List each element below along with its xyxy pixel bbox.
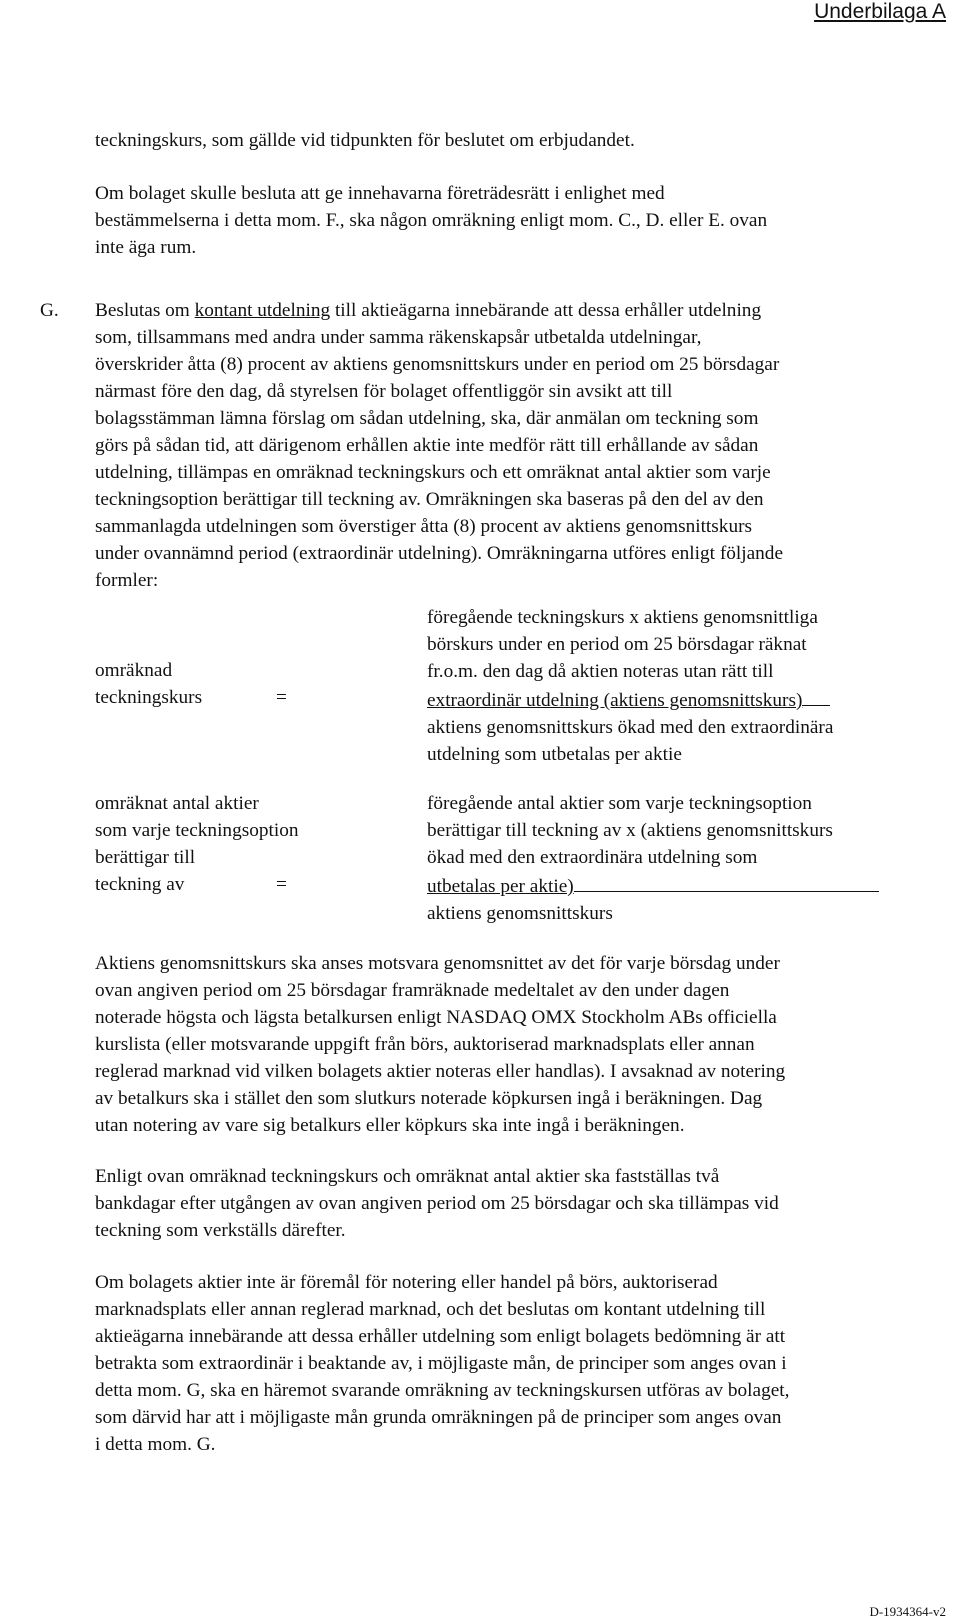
text-line: i detta mom. G. — [95, 1434, 216, 1455]
text-line: reglerad marknad vid vilken bolagets aktier noteras eller handlas). I avsaknad av notering — [95, 1061, 786, 1082]
denominator-line: aktiens genomsnittskurs — [427, 903, 613, 924]
numerator-line: ökad med den extraordinära utdelning som — [427, 847, 758, 868]
formula2-fraction — [427, 790, 879, 927]
formula2-equals: = — [276, 874, 287, 895]
text-line: sammanlagda utdelningen som överstiger åtta (8) procent av aktiens genomsnittskurs — [95, 516, 753, 537]
text-line: utdelning, tillämpas en omräknad teckningskurs och ett omräknat antal aktier som varje — [95, 462, 771, 483]
formula1-left — [95, 657, 202, 711]
text-line: närmast före den dag, då styrelsen för bolaget offentliggör sin avsikt att till — [95, 381, 673, 402]
fraction-bar-text: extraordinär utdelning (aktiens genomsnittskurs) — [427, 690, 803, 711]
numerator-line: föregående teckningskurs x aktiens genomsnittliga — [427, 607, 818, 628]
text-line: utan notering av vare sig betalkurs eller köpkurs ska inte ingå i beräkningen. — [95, 1115, 685, 1136]
text-line: som, tillsammans med andra under samma räkenskapsår utbetalda utdelningar, — [95, 327, 702, 348]
text-line: omräknad — [95, 660, 173, 681]
numerator-line: börskurs under en period om 25 börsdagar räknat — [427, 634, 807, 655]
numerator-line — [427, 871, 879, 900]
text-line: inte äga rum. — [95, 237, 197, 258]
text-line: teckningsoption berättigar till teckning av. Omräkningen ska baseras på den del av den — [95, 489, 764, 510]
text-line: aktieägarna innebärande att dessa erhåller utdelning som enligt bolagets bedömning är att — [95, 1326, 786, 1347]
text-line: berättigar till — [95, 847, 196, 868]
fraction-bar-extension — [802, 685, 830, 706]
average-price-paragraph — [95, 950, 955, 1139]
text-line: betrakta som extraordinär i beaktande av, i möjligaste mån, de principer som anges ovan i — [95, 1353, 787, 1374]
denominator-line: utdelning som utbetalas per aktie — [427, 744, 682, 765]
text-line: Aktiens genomsnittskurs ska anses motsvara genomsnittet av det för varje börsdag under — [95, 953, 780, 974]
intro-paragraph — [95, 180, 955, 261]
text-line: ovan angiven period om 25 börsdagar framräknade medeltalet av den under dagen — [95, 980, 730, 1001]
section-g-paragraph — [95, 297, 955, 594]
text-line: noterade högsta och lägsta betalkursen enligt NASDAQ OMX Stockholm ABs officiella — [95, 1007, 777, 1028]
text-line: formler: — [95, 570, 159, 591]
text-line: som varje teckningsoption — [95, 820, 299, 841]
text-line: bolagsstämman lämna förslag om sådan utdelning, ska, där anmälan om teckning som — [95, 408, 759, 429]
text-segment: till aktieägarna innebärande att dessa erhåller utdelning — [330, 300, 762, 321]
denominator-line: aktiens genomsnittskurs ökad med den extraordinära — [427, 717, 834, 738]
formula1-fraction — [427, 604, 833, 768]
text-line: Enligt ovan omräknad teckningskurs och omräknat antal aktier ska fastställas två — [95, 1166, 720, 1187]
text-line: teckning som verkställs därefter. — [95, 1220, 346, 1241]
text-line: överskrider åtta (8) procent av aktiens genomsnittskurs under en period om 25 börsdagar — [95, 354, 780, 375]
text-line: marknadsplats eller annan reglerad marknad, och det beslutas om kontant utdelning till — [95, 1299, 766, 1320]
text-line: under ovannämnd period (extraordinär utdelning). Omräkningarna utföres enligt följande — [95, 543, 784, 564]
section-marker: G. — [40, 300, 59, 321]
text-line: omräknat antal aktier — [95, 793, 259, 814]
intro-line — [95, 127, 955, 154]
fraction-bar-extension — [574, 871, 879, 892]
text-line: som därvid har att i möjligaste mån grunda omräkningen på de principer som anges ovan — [95, 1407, 782, 1428]
numerator-line — [427, 685, 833, 714]
text-line: bankdagar efter utgången av ovan angiven period om 25 börsdagar och ska tillämpas vid — [95, 1193, 779, 1214]
text-line: teckning av — [95, 874, 185, 895]
appendix-label: Underbilaga A — [814, 0, 946, 23]
text-line — [95, 297, 955, 324]
document-id: D-1934364-v2 — [869, 1604, 946, 1619]
numerator-line: föregående antal aktier som varje teckningsoption — [427, 793, 812, 814]
numerator-line: fr.o.m. den dag då aktien noteras utan rätt till — [427, 661, 774, 682]
text-line: Om bolaget skulle besluta att ge innehavarna företrädesrätt i enlighet med — [95, 183, 665, 204]
text-line: teckningskurs — [95, 687, 203, 708]
underlined-term: kontant utdelning — [194, 300, 331, 321]
text-line: görs på sådan tid, att därigenom erhållen aktie inte medför rätt till erhållande av sådan — [95, 435, 759, 456]
text-line: Om bolagets aktier inte är föremål för notering eller handel på börs, auktoriserad — [95, 1272, 718, 1293]
text-line: bestämmelserna i detta mom. F., ska någon omräkning enligt mom. C., D. eller E. ovan — [95, 210, 768, 231]
fraction-bar-text: utbetalas per aktie) — [427, 876, 574, 897]
unlisted-shares-paragraph — [95, 1269, 955, 1458]
text-line: kurslista (eller motsvarande uppgift från börs, auktoriserad marknadsplats eller annan — [95, 1034, 755, 1055]
formula1-equals: = — [276, 687, 287, 708]
text-line: av betalkurs ska i stället den som slutkurs noterade köpkursen ingå i beräkningen. Dag — [95, 1088, 763, 1109]
text-segment: Beslutas om — [95, 300, 195, 321]
numerator-line: berättigar till teckning av x (aktiens genomsnittskurs — [427, 820, 833, 841]
text-line: detta mom. G, ska en häremot svarande omräkning av teckningskursen utföras av bolaget, — [95, 1380, 790, 1401]
text-line: teckningskurs, som gällde vid tidpunkten för beslutet om erbjudandet. — [95, 130, 635, 151]
fixation-paragraph — [95, 1163, 955, 1244]
formula2-left — [95, 790, 299, 898]
